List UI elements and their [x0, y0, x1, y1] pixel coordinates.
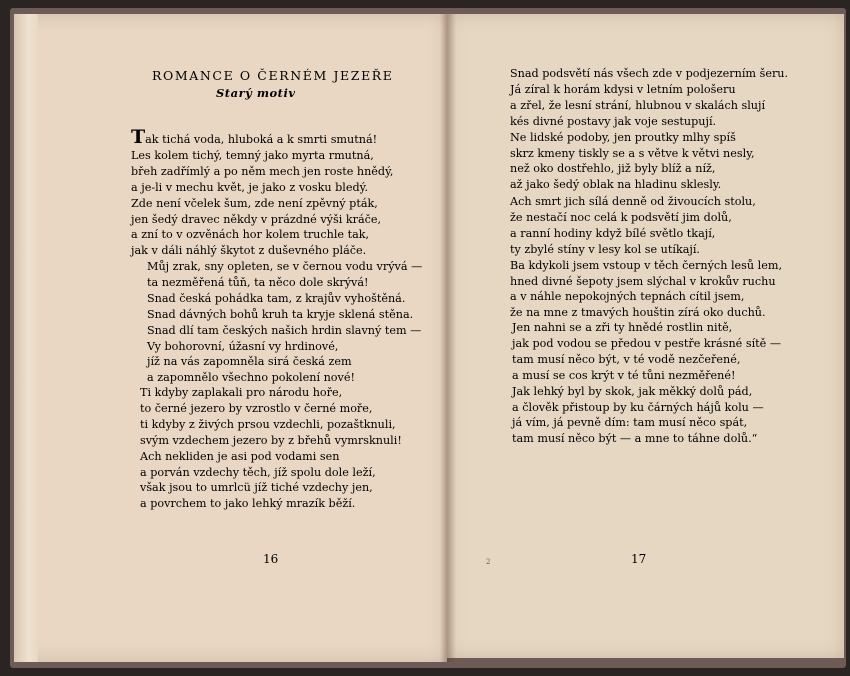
verse-line: Zde není včelek šum, zde není zpěvný pták,	[131, 196, 378, 210]
page-stack-edge	[14, 14, 38, 662]
verse-line: jíž na vás zapomněla sirá česká zem	[147, 355, 352, 369]
verse-line: tam musí něco být — a mne to táhne dolů.“	[512, 432, 758, 446]
verse-line: Jak lehký byl by skok, jak měkký dolů pád,	[512, 384, 753, 398]
verse-line: Jen nahni se a zři ty hnědé rostlin nitě,	[512, 321, 733, 334]
verse-line: Snad podsvětí nás všech zde v podjezerním šeru.	[510, 67, 789, 80]
verse-line: a člověk přistoup by ku čárných hájů kolu —	[512, 400, 764, 414]
verse-line: Ach smrt jich sílá denně od živoucích stolu,	[510, 195, 756, 208]
verse-line: Vy bohorovní, úžasní vy hrdinové,	[147, 339, 339, 353]
left-stanza-3	[140, 385, 402, 512]
left-stanza-2	[147, 259, 422, 386]
verse-line	[131, 126, 393, 148]
verse-line: než oko dostřehlo, již byly blíž a níž,	[510, 162, 716, 176]
verse-line: Ti kdyby zaplakali pro národu hoře,	[140, 386, 343, 399]
verse-line: však jsou to umrlcü jíž tiché vzdechy jen,	[140, 481, 373, 495]
verse-line: Ach nekliden je asi pod vodami sen	[140, 449, 340, 463]
verse-line: to černé jezero by vzrostlo v černé moře,	[140, 401, 373, 415]
verse-line: tam musí něco být, v té vodě nezčeřené,	[512, 352, 741, 366]
verse-line: Můj zrak, sny opleten, se v černou vodu vrývá —	[147, 260, 423, 273]
verse-line: a ranní hodiny když bílé světlo tkají,	[510, 226, 716, 240]
right-stanza-3	[512, 320, 781, 447]
verse-line: ta nezměřená tůň, ta něco dole skrývá!	[147, 275, 369, 289]
verse-line: břeh zadřímlý a po něm mech jen roste hnědý,	[131, 164, 394, 178]
book-gutter	[440, 14, 456, 662]
verse-line: skrz kmeny tiskly se a s větve k větvi nesly,	[510, 146, 755, 160]
left-stanza-1	[131, 126, 394, 259]
verse-line: jak v dáli náhlý škytot z duševného pláče.	[131, 244, 367, 258]
verse-line: a zní to v ozvěnách hor kolem truchle tak,	[131, 228, 370, 242]
verse-line: a porván vzdechy těch, jíž spolu dole leží,	[140, 465, 376, 479]
verse-line: a v náhle nepokojných tepnách cítil jsem,	[510, 290, 745, 304]
page-number-right: 17	[631, 552, 647, 566]
verse-line: ti kdyby z živých prsou vzdechli, pozaštknuli,	[140, 417, 396, 431]
verse-line: jen šedý dravec někdy v prázdné výši kráče,	[131, 212, 382, 226]
printer-mark: 2	[486, 558, 491, 566]
verse-line: že na mne z tmavých houštin zírá oko duchů.	[510, 306, 766, 320]
page-number-left: 16	[263, 552, 279, 566]
verse-line: já vím, já pevně dím: tam musí něco spát,	[512, 416, 748, 430]
verse-line: Snad dávných bohů kruh ta kryje sklená stěna.	[147, 307, 414, 321]
poem-title: ROMANCE O ČERNÉM JEZEŘE	[152, 68, 394, 83]
verse-line: až jako šedý oblak na hladinu sklesly.	[510, 178, 722, 192]
verse-line: Já zíral k horám kdysi v letním pološeru	[510, 82, 736, 96]
verse-line-rest: ak tichá voda, hluboká a k smrti smutná!	[145, 133, 378, 146]
verse-line: a povrchem to jako lehký mrazík běží.	[140, 497, 356, 511]
verse-line: svým vzdechem jezero by z břehů vymrsknuli!	[140, 433, 402, 447]
verse-line: a musí se cos krýt v té tůni nezměřené!	[512, 368, 736, 382]
verse-line: a zřel, že lesní strání, hlubnou v skalách slují	[510, 98, 766, 112]
verse-line: a zapomnělo všechno pokolení nové!	[147, 371, 355, 385]
right-stanza-1	[510, 66, 788, 193]
verse-line: ty zbylé stíny v lesy kol se utíkají.	[510, 242, 700, 256]
verse-line: Snad dlí tam českých našich hrdin slavný tem —	[147, 323, 422, 337]
verse-line: a je-li v mechu květ, je jako z vosku bledý.	[131, 180, 369, 194]
verse-line: Ne lidské podoby, jen proutky mlhy spíš	[510, 130, 736, 144]
drop-cap: T	[131, 126, 146, 148]
right-stanza-2	[510, 194, 782, 321]
verse-line: že nestačí noc celá k podsvětí jim dolů,	[510, 210, 732, 224]
verse-line: Snad česká pohádka tam, z krajův vyhoštěná.	[147, 291, 406, 305]
verse-line: hned divné šepoty jsem slýchal v krokův ruchu	[510, 274, 776, 288]
verse-line: Ba kdykoli jsem vstoup v těch černých lesů lem,	[510, 258, 783, 272]
verse-line: kés divné postavy jak voje sestupují.	[510, 114, 717, 128]
poem-subtitle: Starý motiv	[216, 86, 296, 100]
verse-line: jak pod vodou se předou v pestře krásné sítě —	[512, 336, 782, 350]
verse-line: Les kolem tichý, temný jako myrta rmutná,	[131, 148, 374, 162]
